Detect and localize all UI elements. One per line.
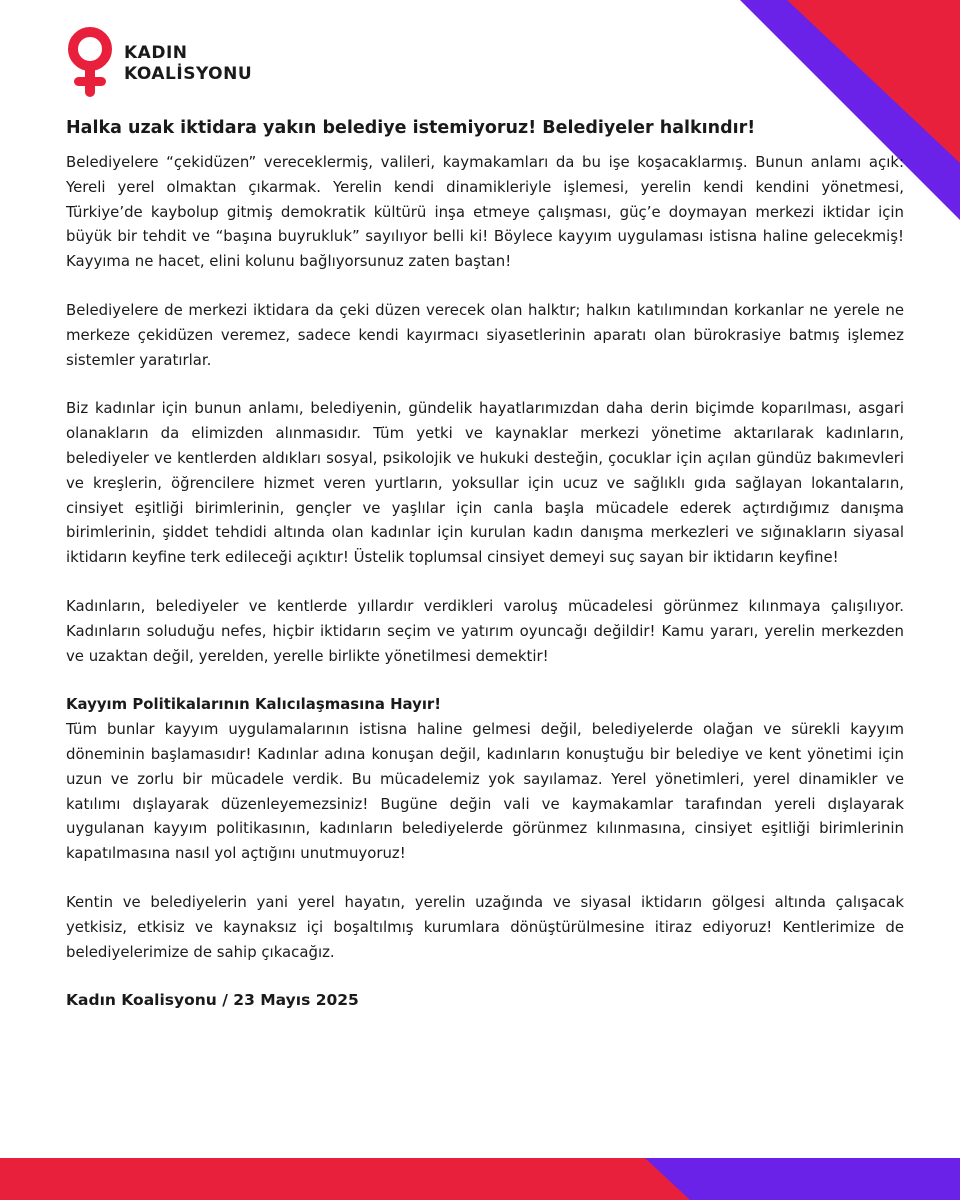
statement-body [66,116,904,1012]
bottom-band-decoration [0,1158,960,1200]
paragraph-4: Kadınların, belediyeler ve kentlerde yıllardır verdikleri varoluş mücadelesi görünmez kılınmaya çalışılıyor. Kadınların soluduğu nefes, hiçbir iktidarın seçim ve yatırım oyuncağı değildir! Kamu yararı, yerelin merkezden ve uzaktan değil, yerelden, yerelle birlikte yönetilmesi demektir! [66,596,904,665]
paragraph-1: Belediyelere “çekidüzen” vereceklermiş, valileri, kaymakamları da bu işe koşacaklarmış. Bunun anlamı açık: Yereli yerel olmaktan çıkarmak. Yerelin kendi dinamikleriyle işlemesi, yerelin kendi kendini yönetmesi, Türkiye’de kaybolup gitmiş demokratik kültürü inşa etmeye çalışması, güç’e doymayan merkezi iktidar için büyük bir tehdit ve “başına buyrukluk” sayılıyor belli ki! Böylece kayyım uygulaması istisna haline gelecekmiş! Kayyıma ne hacet, elini kolunu bağlıyorsunuz zaten baştan! [66,153,904,271]
headline: Halka uzak iktidara yakın belediye istemiyoruz! Belediyeler halkındır! [66,118,756,138]
logo [66,27,252,101]
logo-line-2: KOALİSYONU [124,64,253,84]
paragraph-6: Kentin ve belediyelerin yani yerel hayatın, yerelin uzağında ve siyasal iktidarın gölgesi altında çalışacak yetkisiz, etkisiz ve kaynaksız içi boşaltılmış kurumlara dönüştürülmesine itiraz ediyoruz! Kentlerimize de belediyelerimize de sahip çıkacağız. [66,892,904,961]
paragraph-2: Belediyelere de merkezi iktidara da çeki düzen verecek olan halktır; halkın katılımından korkanlar ne yerele ne merkeze çekidüzen veremez, sadece kendi kayırmacı siyasetlerinin aparatı olan bürokrasiye batmış işlemez sistemler yaratırlar. [66,300,904,369]
logo-text [124,43,252,85]
section-title: Kayyım Politikalarının Kalıcılaşmasına Hayır! [66,695,442,714]
logo-line-1: KADIN [124,43,188,63]
paragraph-5: Tüm bunlar kayyım uygulamalarının istisna haline gelmesi değil, belediyelerde olağan ve sürekli kayyım döneminin başlamasıdır! Kadınlar adına konuşan değil, kadınların konuştuğu bir belediye ve kent yönetimi için uzun ve zorlu bir mücadele verdik. Bu mücadelemiz yok sayılamaz. Yerel yönetimleri, yerel dinamikler ve katılımı dışlayarak düzenleyemezsiniz! Bugüne değin vali ve kaymakamlar tarafından yereli dışlayarak uygulanan kayyım politikasının, kadınların belediyelerde görünmez kılınmasına, cinsiyet eşitliği birimlerinin kapatılmasına nasıl yol açtığını unutmuyoruz! [66,720,904,863]
signature: Kadın Koalisyonu / 23 Mayıs 2025 [66,991,359,1010]
paragraph-3: Biz kadınlar için bunun anlamı, belediyenin, gündelik hayatlarımızdan daha derin biçimde koparılması, asgari olanakların da elimizden alınmasıdır. Tüm yetki ve kaynaklar merkezi yönetime aktarılarak kadınların, belediyeler ve kentlerden aldıkları sosyal, psikolojik ve hukuki desteğin, çocuklar için açılan gündüz bakımevleri ve kreşlerin, öğrencilere hizmet veren yurtların, yoksullar için ucuz ve sağlıklı gıda sağlayan lokantaların, cinsiyet eşitliği birimlerinin, gençler ve yaşlılar için canla başla mücadele ederek açtırdığımız danışma birimlerinin, şiddet tehdidi altında olan kadınlar için kurulan kadın danışma merkezleri ve sığınakların siyasal iktidarın keyfine terk edileceği açıktır! Üstelik toplumsal cinsiyet demeyi suç sayan bir iktidarın keyfine! [66,399,904,567]
venus-symbol-icon [66,27,114,101]
